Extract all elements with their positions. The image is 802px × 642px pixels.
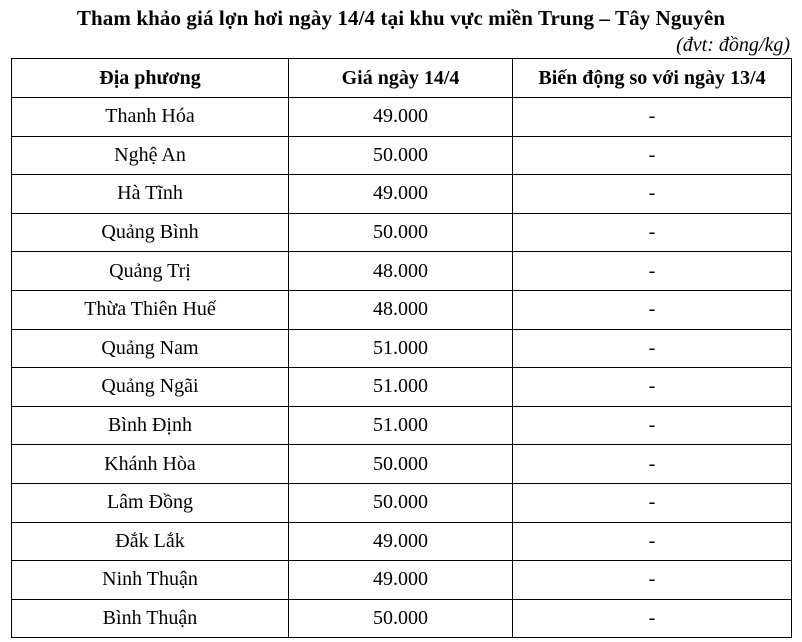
cell-price: 49.000 xyxy=(289,175,513,214)
cell-region: Hà Tĩnh xyxy=(12,175,289,214)
table-row xyxy=(12,368,792,407)
table-row xyxy=(12,175,792,214)
cell-region: Quảng Bình xyxy=(12,213,289,252)
header-price: Giá ngày 14/4 xyxy=(289,59,513,98)
cell-region: Thanh Hóa xyxy=(12,98,289,137)
cell-change: - xyxy=(513,406,792,445)
cell-region: Quảng Trị xyxy=(12,252,289,291)
page-title: Tham khảo giá lợn hơi ngày 14/4 tại khu vực miền Trung – Tây Nguyên xyxy=(76,6,726,30)
cell-change: - xyxy=(513,445,792,484)
cell-region: Ninh Thuận xyxy=(12,561,289,600)
cell-region: Bình Định xyxy=(12,406,289,445)
table-row xyxy=(12,561,792,600)
price-table xyxy=(11,58,792,638)
cell-change: - xyxy=(513,561,792,600)
cell-change: - xyxy=(513,213,792,252)
cell-region: Nghệ An xyxy=(12,136,289,175)
table-row xyxy=(12,445,792,484)
cell-price: 48.000 xyxy=(289,252,513,291)
table-row xyxy=(12,213,792,252)
cell-price: 48.000 xyxy=(289,290,513,329)
cell-change: - xyxy=(513,329,792,368)
cell-price: 50.000 xyxy=(289,213,513,252)
cell-change: - xyxy=(513,136,792,175)
cell-price: 50.000 xyxy=(289,445,513,484)
cell-price: 51.000 xyxy=(289,406,513,445)
table-row xyxy=(12,329,792,368)
cell-price: 51.000 xyxy=(289,329,513,368)
table-row xyxy=(12,252,792,291)
cell-region: Lâm Đồng xyxy=(12,483,289,522)
cell-change: - xyxy=(513,290,792,329)
table-row xyxy=(12,483,792,522)
cell-region: Bình Thuận xyxy=(12,599,289,638)
cell-change: - xyxy=(513,599,792,638)
table-row xyxy=(12,522,792,561)
unit-note: (đvt: đồng/kg) xyxy=(676,34,790,56)
cell-region: Khánh Hòa xyxy=(12,445,289,484)
header-change: Biến động so với ngày 13/4 xyxy=(513,59,792,98)
cell-price: 50.000 xyxy=(289,136,513,175)
cell-change: - xyxy=(513,175,792,214)
cell-change: - xyxy=(513,483,792,522)
cell-price: 49.000 xyxy=(289,561,513,600)
cell-price: 49.000 xyxy=(289,98,513,137)
cell-region: Thừa Thiên Huế xyxy=(12,290,289,329)
cell-region: Quảng Ngãi xyxy=(12,368,289,407)
table-row xyxy=(12,406,792,445)
table-row xyxy=(12,599,792,638)
cell-change: - xyxy=(513,368,792,407)
cell-price: 50.000 xyxy=(289,483,513,522)
table-body xyxy=(12,98,792,638)
cell-price: 50.000 xyxy=(289,599,513,638)
table-header-row xyxy=(12,59,792,98)
cell-price: 51.000 xyxy=(289,368,513,407)
table-row xyxy=(12,290,792,329)
table-row xyxy=(12,136,792,175)
cell-region: Đắk Lắk xyxy=(12,522,289,561)
cell-price: 49.000 xyxy=(289,522,513,561)
header-region: Địa phương xyxy=(12,59,289,98)
cell-change: - xyxy=(513,98,792,137)
cell-change: - xyxy=(513,522,792,561)
table-row xyxy=(12,98,792,137)
cell-region: Quảng Nam xyxy=(12,329,289,368)
cell-change: - xyxy=(513,252,792,291)
